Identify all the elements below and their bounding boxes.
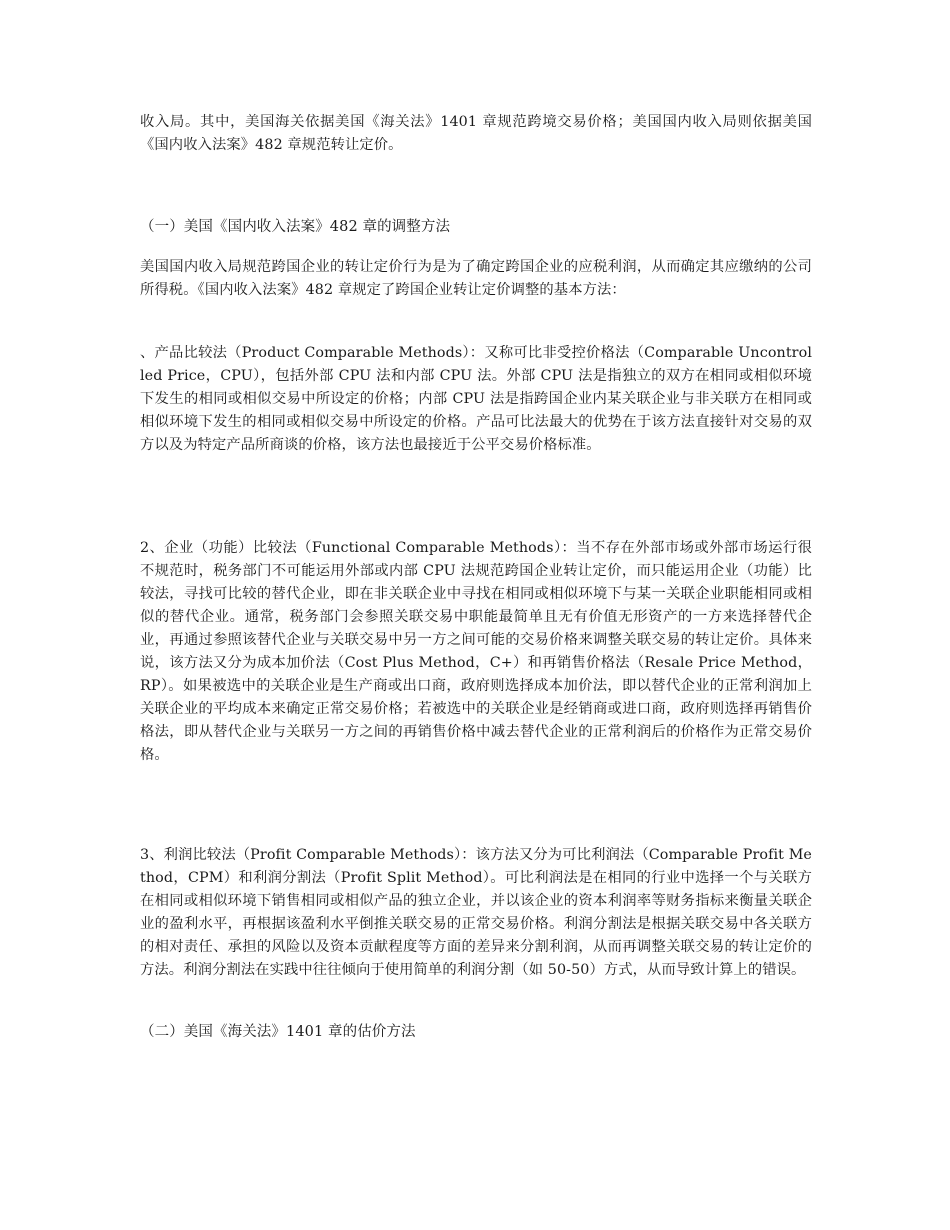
heading-section-1: （一）美国《国内收入法案》482 章的调整方法	[140, 219, 451, 235]
paragraph-method-1: 、产品比较法（Product Comparable Methods）：又称可比非受控价格法（Comparable Uncontrolled Price，CPU），包括外部 CPU 法和内部 CPU 法。外部 CPU 法是指独立的双方在相同或相似环境下发生的相同或相似交易中所设定的价格；内部 CPU 法是指跨国企业内某关联企业与非关联方在相同或相似环境下发生的相同或相似交易中所设定的价格。产品可比法最大的优势在于该方法直接针对交易的双方以及为特定产品所商谈的价格，该方法也最接近于公平交易价格标准。	[140, 345, 812, 453]
heading-section-2: （二）美国《海关法》1401 章的估价方法	[140, 1024, 416, 1040]
paragraph-section-1-intro: 美国国内收入局规范跨国企业的转让定价行为是为了确定跨国企业的应税利润，从而确定其应缴纳的公司所得税。《国内收入法案》482 章规定了跨国企业转让定价调整的基本方法：	[140, 259, 812, 298]
paragraph-intro: 收入局。其中，美国海关依据美国《海关法》1401 章规范跨境交易价格；美国国内收入局则依据美国《国内收入法案》482 章规范转让定价。	[140, 114, 812, 153]
paragraph-method-3: 3、利润比较法（Profit Comparable Methods）：该方法又分为可比利润法（Comparable Profit Method，CPM）和利润分割法（Profit Split Method）。可比利润法是在相同的行业中选择一个与关联方在相同或相似环境下销售相同或相似产品的独立企业，并以该企业的资本利润率等财务指标来衡量关联企业的盈利水平，再根据该盈利水平倒推关联交易的正常交易价格。利润分割法是根据关联交易中各关联方的相对责任、承担的风险以及资本贡献程度等方面的差异来分割利润，从而再调整关联交易的转让定价的方法。利润分割法在实践中往往倾向于使用简单的利润分割（如 50-50）方式，从而导致计算上的错误。	[140, 847, 812, 978]
paragraph-method-2: 2、企业（功能）比较法（Functional Comparable Methods）：当不存在外部市场或外部市场运行很不规范时，税务部门不可能运用外部或内部 CPU 法规范跨国企业转让定价，而只能运用企业（功能）比较法，寻找可比较的替代企业，即在非关联企业中寻找在相同或相似环境下与某一关联企业职能相同或相似的替代企业。通常，税务部门会参照关联交易中职能最简单且无有价值无形资产的一方来选择替代企业，再通过参照该替代企业与关联交易中另一方之间可能的交易价格来调整关联交易的转让定价。具体来说，该方法又分为成本加价法（Cost Plus Method，C+）和再销售价格法（Resale Price Method，RP）。如果被选中的关联企业是生产商或出口商，政府则选择成本加价法，即以替代企业的正常利润加上关联企业的平均成本来确定正常交易价格；若被选中的关联企业是经销商或进口商，政府则选择再销售价格法，即从替代企业与关联另一方之间的再销售价格中减去替代企业的正常利润后的价格作为正常交易价格。	[140, 540, 812, 763]
